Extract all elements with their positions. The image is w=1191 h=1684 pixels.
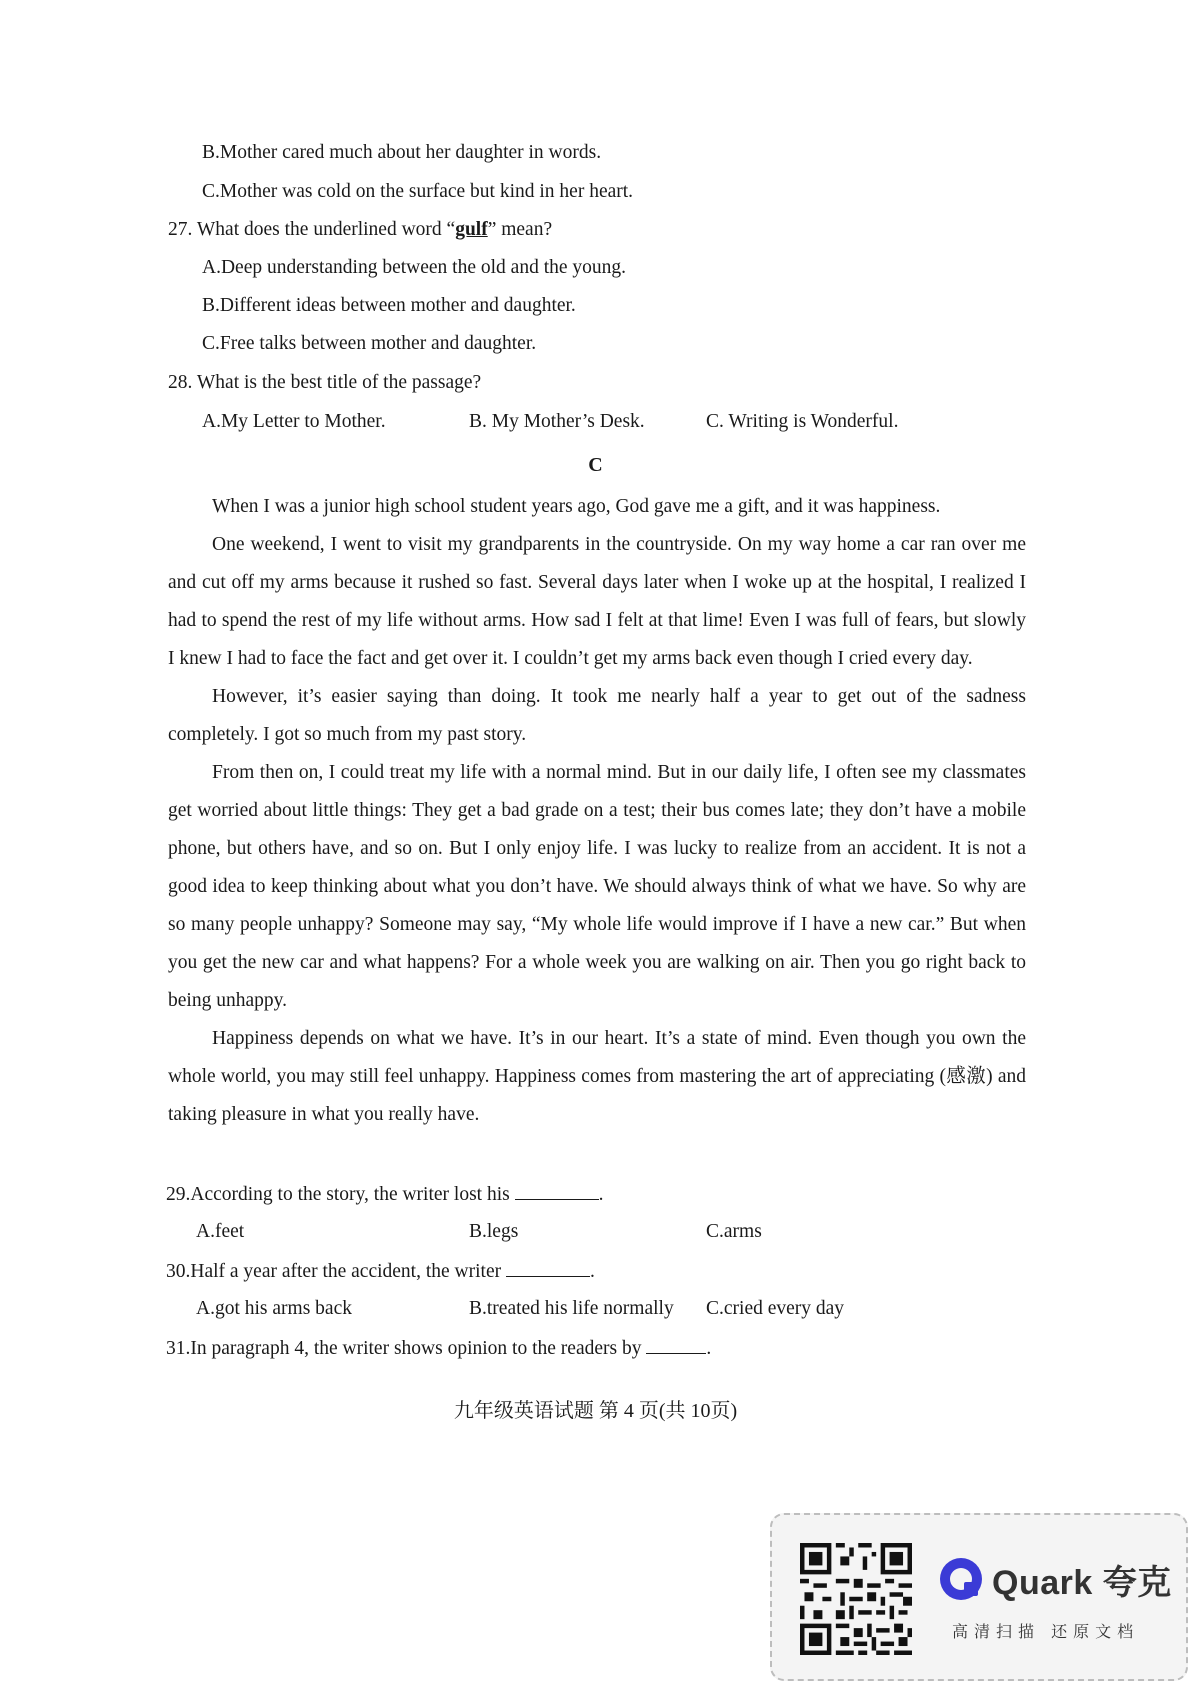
quark-logo-icon <box>940 1558 982 1600</box>
q30-option-c: C.cried every day <box>706 1298 845 1319</box>
quark-watermark-card <box>770 1513 1188 1681</box>
q30-option-b: B.treated his life normally <box>469 1298 674 1319</box>
q28-question: 28. What is the best title of the passage? <box>168 372 482 393</box>
q30-blank <box>506 1258 590 1277</box>
q29-text: 29.According to the story, the writer lost his <box>166 1184 510 1205</box>
q28-option-b: B. My Mother’s Desk. <box>469 411 645 432</box>
q27-option-a: A.Deep understanding between the old and the young. <box>202 257 627 278</box>
q30-option-a: A.got his arms back <box>196 1298 352 1319</box>
page-footer: 九年级英语试题 第 4 页(共 10页) <box>453 1400 738 1422</box>
section-heading: C <box>588 454 603 476</box>
passage-paragraph-5: Happiness depends on what we have. It’s in our heart. It’s a state of mind. Even though you own the whole world, you may still feel unhappy. Happiness comes from mastering the art of appreciating (感激) and taking pleasure in what you really have. <box>168 1028 1026 1125</box>
q27-underlined-word: gulf <box>455 219 488 240</box>
q27-option-b: B.Different ideas between mother and daughter. <box>202 295 576 316</box>
q29-blank <box>515 1181 599 1200</box>
q27-question <box>168 218 552 242</box>
q27-option-c: C.Free talks between mother and daughter. <box>202 333 537 354</box>
quark-logo <box>940 1555 1172 1603</box>
qr-code-icon <box>800 1543 912 1655</box>
q30-text: 30.Half a year after the accident, the writer <box>166 1261 502 1282</box>
q31-question: 31.In paragraph 4, the writer shows opinion to the readers by . <box>166 1335 711 1361</box>
passage-paragraph-2: One weekend, I went to visit my grandparents in the countryside. On my way home a car ran over me and cut off my arms because it rushed so fast. Several days later when I woke up at the hospital, I realized I had to spend the rest of my life without arms. How sad I felt at that lime! Even I was full of fears, but slowly I knew I had to face the fact and get over it. I couldn’t get my arms back even though I cried every day. <box>168 534 1026 669</box>
q29-option-b: B.legs <box>469 1221 519 1242</box>
q29-option-c: C.arms <box>706 1221 762 1242</box>
q30-question: 30.Half a year after the accident, the writer . <box>166 1258 595 1284</box>
q26-option-c: C.Mother was cold on the surface but kind in her heart. <box>202 181 634 202</box>
q28-option-a: A.My Letter to Mother. <box>202 411 386 432</box>
q28-option-c: C. Writing is Wonderful. <box>706 411 899 432</box>
q29-option-a: A.feet <box>196 1221 245 1242</box>
q31-blank <box>646 1335 706 1354</box>
passage-paragraph-3: However, it’s easier saying than doing. It took me nearly half a year to get out of the sadness completely. I got so much from my past story. <box>168 686 1026 745</box>
passage-paragraph-4: From then on, I could treat my life with a normal mind. But in our daily life, I often see my classmates get worried about little things: They get a bad grade on a test; their bus comes late; they don’t have a mobile phone, but others have, and so on. But I only enjoy life. I was lucky to realize from an accident. It is not a good idea to keep thinking about what you don’t have. We should always think of what we have. So why are so many people unhappy? Someone may say, “My whole life would improve if I have a new car.” But when you get the new car and what happens? For a whole week you are walking on air. Then you go right back to being unhappy. <box>168 762 1026 1011</box>
reading-passage <box>168 488 1026 1134</box>
quark-tagline: 高清扫描 还原文档 <box>952 1622 1140 1641</box>
q27-suffix: ” mean? <box>487 219 553 240</box>
q31-text: 31.In paragraph 4, the writer shows opinion to the readers by <box>166 1338 642 1359</box>
q27-prefix: 27. What does the underlined word “ <box>168 219 456 240</box>
passage-paragraph-1: When I was a junior high school student years ago, God gave me a gift, and it was happiness. <box>212 496 941 517</box>
q29-question: 29.According to the story, the writer lost his . <box>166 1181 603 1207</box>
q26-option-b: B.Mother cared much about her daughter in words. <box>202 142 602 163</box>
quark-brand-name: Quark 夸克 <box>992 1563 1172 1602</box>
